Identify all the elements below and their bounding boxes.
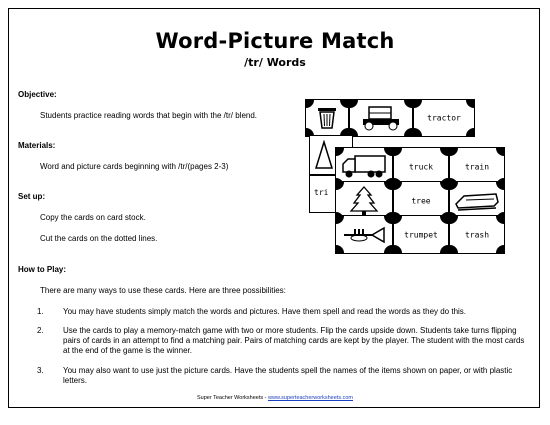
truck-icon <box>341 154 387 180</box>
card-trash-word <box>449 215 505 254</box>
train-icon <box>454 190 500 212</box>
objective-text: Students practice reading words that begin with the /tr/ blend. <box>40 111 258 120</box>
card-trumpet-word <box>393 215 449 254</box>
howto-intro: There are many ways to use these cards. Here are three possibilities: <box>40 286 286 295</box>
triangle-icon <box>314 140 334 170</box>
footer-link[interactable]: www.superteacherworksheets.com <box>268 395 353 401</box>
card-word: truck <box>408 162 434 172</box>
list-item-2: Use the cards to play a memory-match game with two or more students. Flip the cards upside down. Students take turns flipping pairs of cards in an attempt to find a matching pair. Pairs of matching cards are kept by the player. The student with the most cards at the end of the game is the winner. <box>63 326 525 355</box>
card-word: tractor <box>427 113 461 123</box>
setup-line-2: Cut the cards on the dotted lines. <box>40 234 158 243</box>
card-collage <box>305 99 505 254</box>
card-word: tri <box>314 188 329 197</box>
tractor-icon <box>359 105 403 131</box>
page-subtitle: /tr/ Words <box>244 56 306 69</box>
objective-heading: Objective: <box>18 90 57 99</box>
howto-heading: How to Play: <box>18 265 67 274</box>
list-number-3: 3. <box>37 366 44 375</box>
card-tractor-word <box>413 99 475 137</box>
card-word: train <box>464 162 490 172</box>
card-trumpet-picture <box>335 215 393 254</box>
card-word: tree <box>411 196 431 206</box>
materials-heading: Materials: <box>18 141 56 150</box>
card-word: trash <box>464 230 490 239</box>
materials-text: Word and picture cards beginning with /tr/(pages 2-3) <box>40 162 229 171</box>
card-tractor-picture <box>349 99 413 137</box>
footer <box>0 395 550 401</box>
card-word: trumpet <box>404 230 438 239</box>
list-item-3: You may also want to use just the picture cards. Have the students spell the names of the items shown on paper, or with plastic letters. <box>63 366 513 385</box>
trash-can-icon <box>316 106 338 130</box>
footer-text: Super Teacher Worksheets - <box>196 395 269 401</box>
list-number-1: 1. <box>37 307 44 316</box>
list-number-2: 2. <box>37 326 44 335</box>
card-trashcan-picture <box>305 99 349 137</box>
setup-heading: Set up: <box>18 192 46 201</box>
list-item-1: You may have students simply match the words and pictures. Have them spell and read the words as they do this. <box>63 307 467 316</box>
trumpet-icon <box>342 226 386 244</box>
tree-icon <box>349 185 379 217</box>
page-title: Word-Picture Match <box>155 29 395 53</box>
setup-line-1: Copy the cards on card stock. <box>40 213 146 222</box>
